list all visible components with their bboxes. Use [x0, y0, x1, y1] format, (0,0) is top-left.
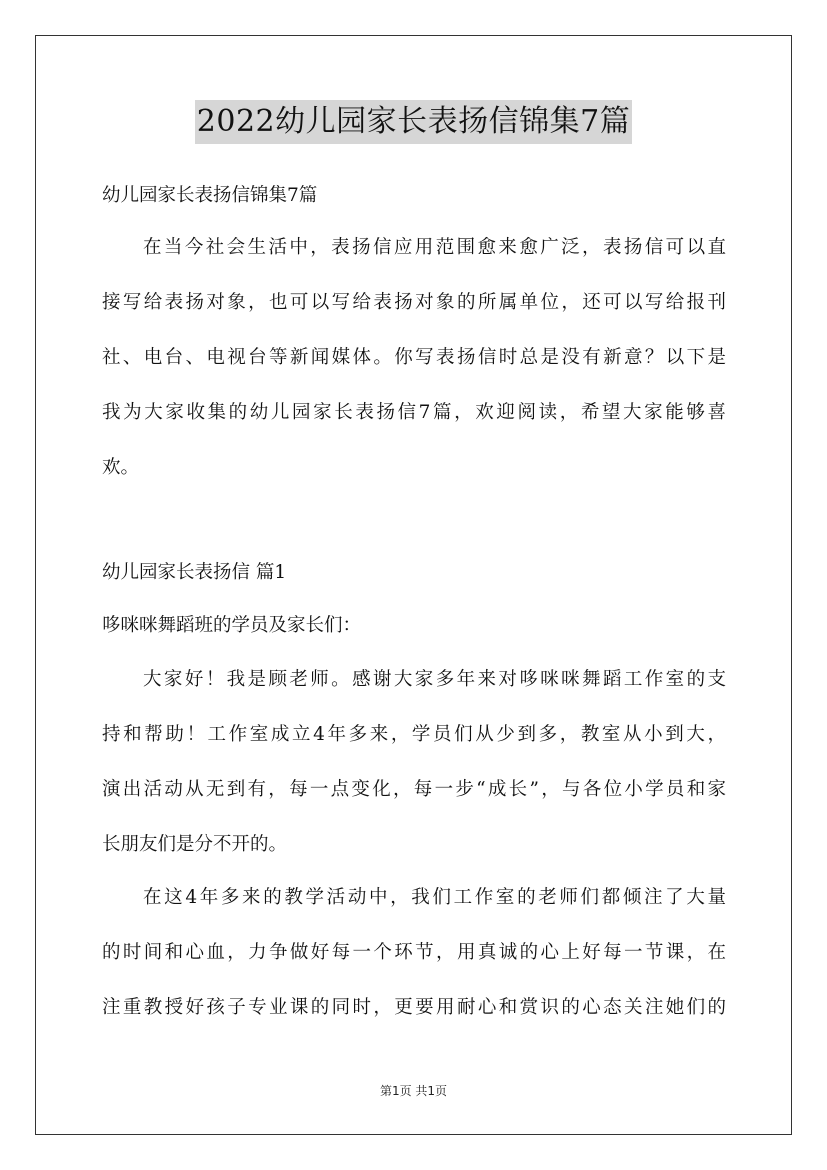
intro-line: 社、电台、电视台等新闻媒体。你写表扬信时总是没有新意？以下是	[102, 347, 726, 368]
paragraph-line: 大家好！我是顾老师。感谢大家多年来对哆咪咪舞蹈工作室的支	[143, 669, 726, 690]
paragraph-line: 演出活动从无到有，每一点变化，每一步“成长”，与各位小学员和家	[102, 779, 726, 800]
paragraph-line: 长朋友们是分不开的。	[102, 834, 288, 855]
title-container	[0, 100, 827, 144]
page-number-footer: 第1页 共1页	[379, 1084, 448, 1098]
intro-line: 我为大家收集的幼儿园家长表扬信7篇，欢迎阅读，希望大家能够喜	[102, 402, 726, 423]
document-title: 2022幼儿园家长表扬信锦集7篇	[195, 100, 632, 144]
paragraph-line: 注重教授好孩子专业课的同时，更要用耐心和赏识的心态关注她们的	[102, 997, 726, 1018]
paragraph-line: 的时间和心血，力争做好每一个环节，用真诚的心上好每一节课，在	[102, 942, 726, 963]
letter-greeting: 哆咪咪舞蹈班的学员及家长们：	[102, 615, 362, 636]
document-subtitle: 幼儿园家长表扬信锦集7篇	[102, 185, 318, 206]
section-heading: 幼儿园家长表扬信 篇1	[102, 562, 287, 583]
intro-line: 欢。	[102, 457, 140, 478]
paragraph-line: 在这4年多来的教学活动中，我们工作室的老师们都倾注了大量	[143, 887, 726, 908]
intro-line: 接写给表扬对象，也可以写给表扬对象的所属单位，还可以写给报刊	[102, 292, 726, 313]
intro-line: 在当今社会生活中，表扬信应用范围愈来愈广泛，表扬信可以直	[143, 237, 726, 258]
paragraph-line: 持和帮助！工作室成立4年多来，学员们从少到多，教室从小到大，	[102, 724, 726, 745]
